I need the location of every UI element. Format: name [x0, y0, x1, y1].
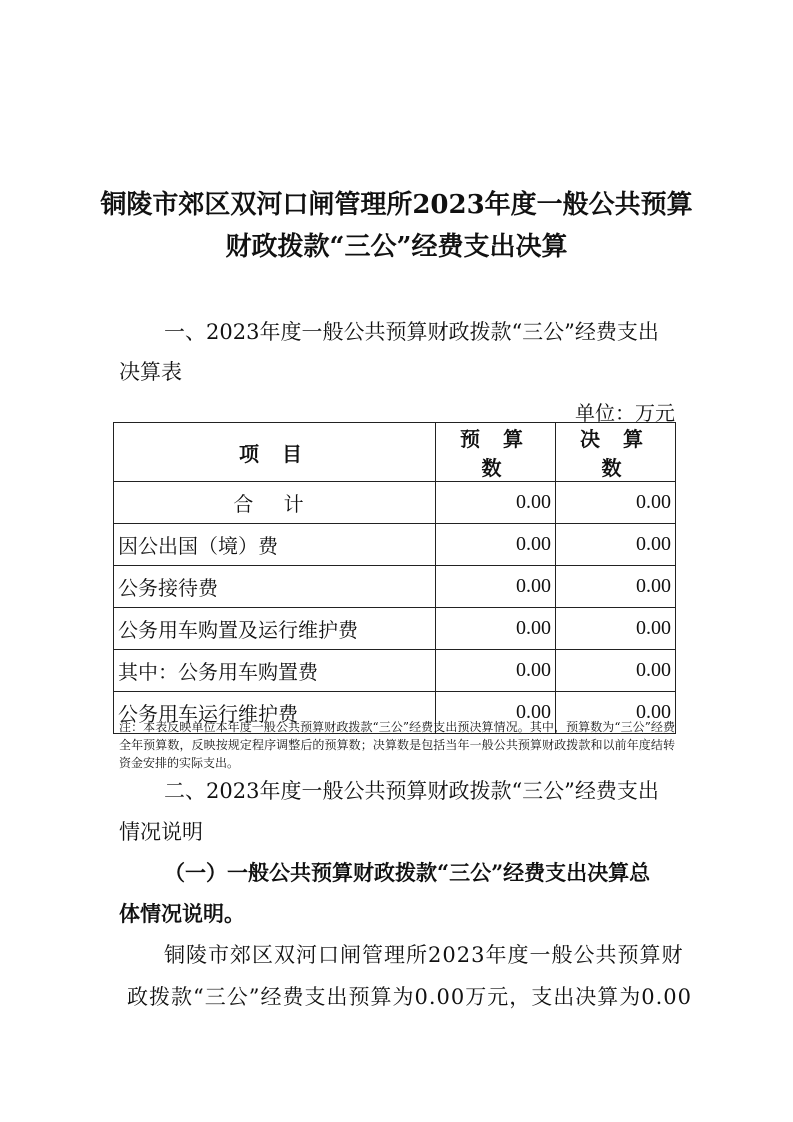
paragraph-line: 政拨款“三公”经费支出预算为0.00万元，支出决算为0.00	[127, 985, 692, 1009]
row-final: 0.00	[556, 566, 676, 608]
row-final: 0.00	[556, 482, 676, 524]
row-budget: 0.00	[436, 482, 556, 524]
header-final: 决 算 数	[556, 423, 676, 482]
table-row	[114, 524, 676, 566]
table-header-row	[114, 423, 676, 482]
header-item: 项 目	[114, 423, 436, 482]
row-label: 公务接待费	[114, 566, 436, 608]
row-label: 因公出国（境）费	[114, 524, 436, 566]
paragraph-line: 铜陵市郊区双河口闸管理所2023年度一般公共预算财	[164, 943, 684, 967]
row-final: 0.00	[556, 608, 676, 650]
row-label: 合 计	[114, 482, 436, 524]
row-budget: 0.00	[436, 608, 556, 650]
row-final: 0.00	[556, 650, 676, 692]
row-budget: 0.00	[436, 524, 556, 566]
subsection1-heading-cont: 体情况说明。	[119, 901, 245, 926]
row-budget: 0.00	[436, 692, 556, 734]
table-row	[114, 608, 676, 650]
row-budget: 0.00	[436, 566, 556, 608]
row-label: 公务用车购置及运行维护费	[114, 608, 436, 650]
section1-heading-cont: 决算表	[119, 360, 182, 384]
header-budget: 预 算 数	[436, 423, 556, 482]
row-label: 其中：公务用车购置费	[114, 650, 436, 692]
document-title-line1: 铜陵市郊区双河口闸管理所2023年度一般公共预算	[100, 190, 693, 220]
subsection1-heading: （一）一般公共预算财政拨款“三公”经费支出决算总	[164, 860, 651, 885]
table-note: 注：本表反映单位本年度一般公共预算财政拨款“三公”经费支出预决算情况。其中，预算数为“三公”经费全年预算数，反映按规定程序调整后的预算数；决算数是包括当年一般公共预算财政拨款和以前年度结转资金安排的实际支出。	[119, 720, 675, 770]
section1-heading: 一、2023年度一般公共预算财政拨款“三公”经费支出	[164, 320, 659, 344]
table-row	[114, 566, 676, 608]
row-final: 0.00	[556, 524, 676, 566]
document-title-line2: 财政拨款“三公”经费支出决算	[225, 232, 568, 262]
section2-heading-cont: 情况说明	[119, 820, 203, 844]
row-final: 0.00	[556, 692, 676, 734]
table-row	[114, 482, 676, 524]
three-public-expense-table	[113, 422, 676, 734]
table-row	[114, 650, 676, 692]
row-label: 公务用车运行维护费	[114, 692, 436, 734]
section2-heading: 二、2023年度一般公共预算财政拨款“三公”经费支出	[164, 779, 659, 803]
row-budget: 0.00	[436, 650, 556, 692]
unit-label: 单位：万元	[575, 401, 675, 425]
